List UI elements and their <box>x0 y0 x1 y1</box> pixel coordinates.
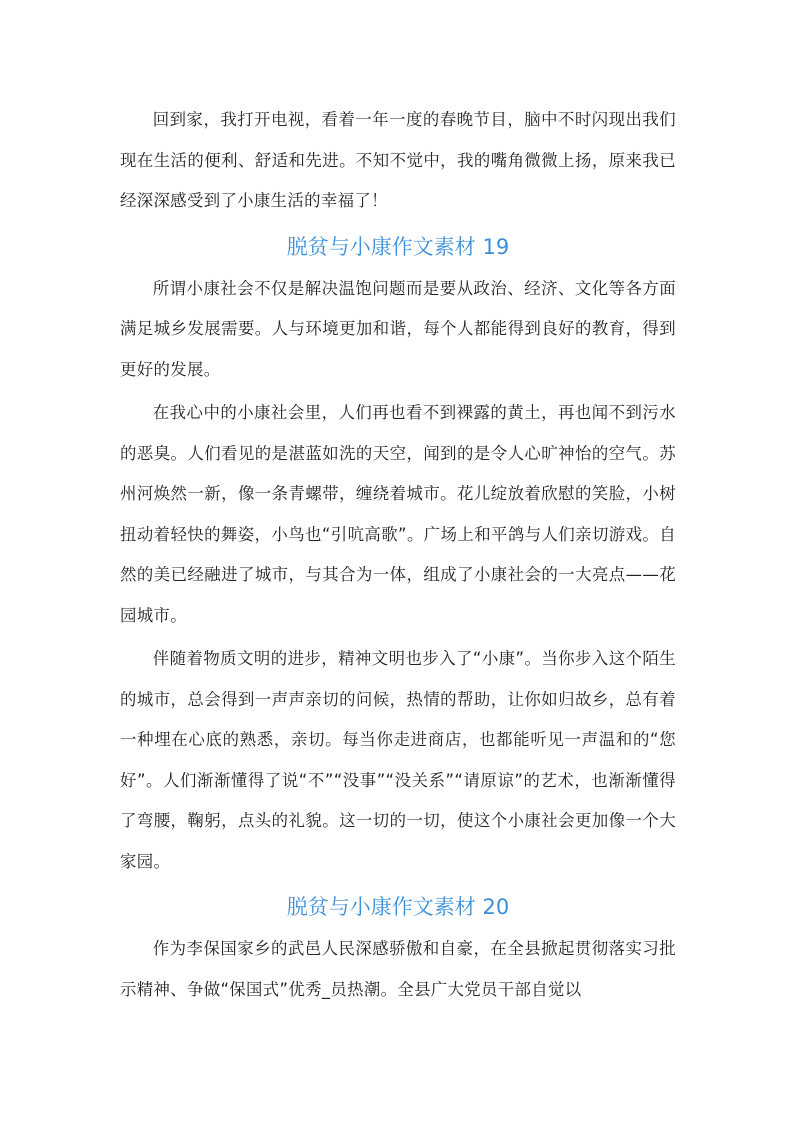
paragraph: 回到家，我打开电视，看着一年一度的春晚节目，脑中不时闪现出我们现在生活的便利、舒适和先进。不知不觉中，我的嘴角微微上扬，原来我已经深深感受到了小康生活的幸福了！ <box>120 110 676 210</box>
document-body <box>120 100 676 1013</box>
paragraph: 伴随着物质文明的进步，精神文明也步入了“小康”。当你步入这个陌生的城市，总会得到一声声亲切的问候，热情的帮助，让你如归故乡，总有着一种埋在心底的熟悉，亲切。每当你走进商店，也都能听见一声温和的“您好”。人们渐渐懂得了说“不”“没事”“没关系”“请原谅”的艺术，也渐渐懂得了弯腰，鞠躬，点头的礼貌。这一切的一切，使这个小康社会更加像一个大家园。 <box>120 649 676 871</box>
paragraph: 在我心中的小康社会里，人们再也看不到裸露的黄土，再也闻不到污水的恶臭。人们看见的是湛蓝如洗的天空，闻到的是令人心旷神怡的空气。苏州河焕然一新，像一条青螺带，缠绕着城市。花儿绽放着欣慰的笑脸，小树扭动着轻快的舞姿，小鸟也“引吭高歌”。广场上和平鸽与人们亲切游戏。自然的美已经融进了城市，与其合为一体，组成了小康社会的一大亮点——花园城市。 <box>120 403 676 625</box>
section-heading-20: 脱贫与小康作文素材 20 <box>286 895 510 919</box>
paragraph: 作为李保国家乡的武邑人民深感骄傲和自豪，在全县掀起贯彻落实习批示精神、争做“保国式”优秀_员热潮。全县广大党员干部自觉以 <box>120 939 676 999</box>
paragraph: 所谓小康社会不仅是解决温饱问题而是要从政治、经济、文化等各方面满足城乡发展需要。人与环境更加和谐，每个人都能得到良好的教育，得到更好的发展。 <box>120 278 676 379</box>
section-heading-19: 脱贫与小康作文素材 19 <box>286 234 510 259</box>
